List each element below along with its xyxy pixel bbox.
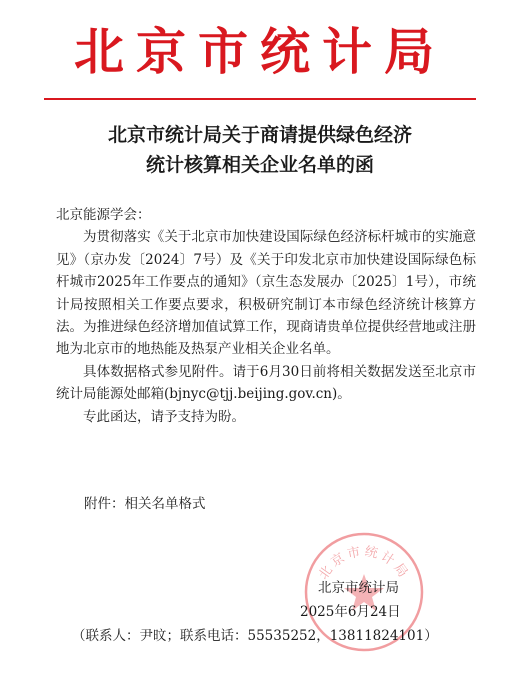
document-title [0,120,520,180]
seal-text: 北京市统计局 [316,544,412,583]
contact-info: （联系人：尹旼；联系电话：55535252，13811824101） [72,628,438,644]
title-line-1: 北京市统计局关于商请提供绿色经济 [107,124,412,146]
letter-body [56,204,476,428]
paragraph-1: 为贯彻落实《关于北京市加快建设国际绿色经济标杆城市的实施意见》（京办发〔2024〕7号）及《关于印发北京市加快建设国际绿色标杆城市2025年工作要点的通知》（京生态发展办〔2025〕1号），市统计局按照相关工作要点要求，积极研究制订本市绿色经济统计核算方法。为推进绿色经济增加值试算工作，现商请贵单位提供经营地或注册地为北京市的地热能及热泵产业相关企业名单。 [56,229,476,358]
salutation: 北京能源学会： [56,207,151,223]
signature-organization: 北京市统计局 [318,580,399,596]
attachment-note: 附件：相关名单格式 [84,496,206,512]
red-divider [44,98,476,100]
title-line-2: 统计核算相关企业名单的函 [145,154,374,176]
signature-date: 2025年6月24日 [300,604,401,620]
paragraph-2: 具体数据格式参见附件。请于6月30日前将相关数据发送至北京市统计局能源处邮箱(bjnyc@tjj.beijing.gov.cn)。 [56,363,476,403]
paragraph-3: 专此函达，请予支持为盼。 [83,408,245,425]
masthead-title: 北京市统计局 [74,22,446,81]
